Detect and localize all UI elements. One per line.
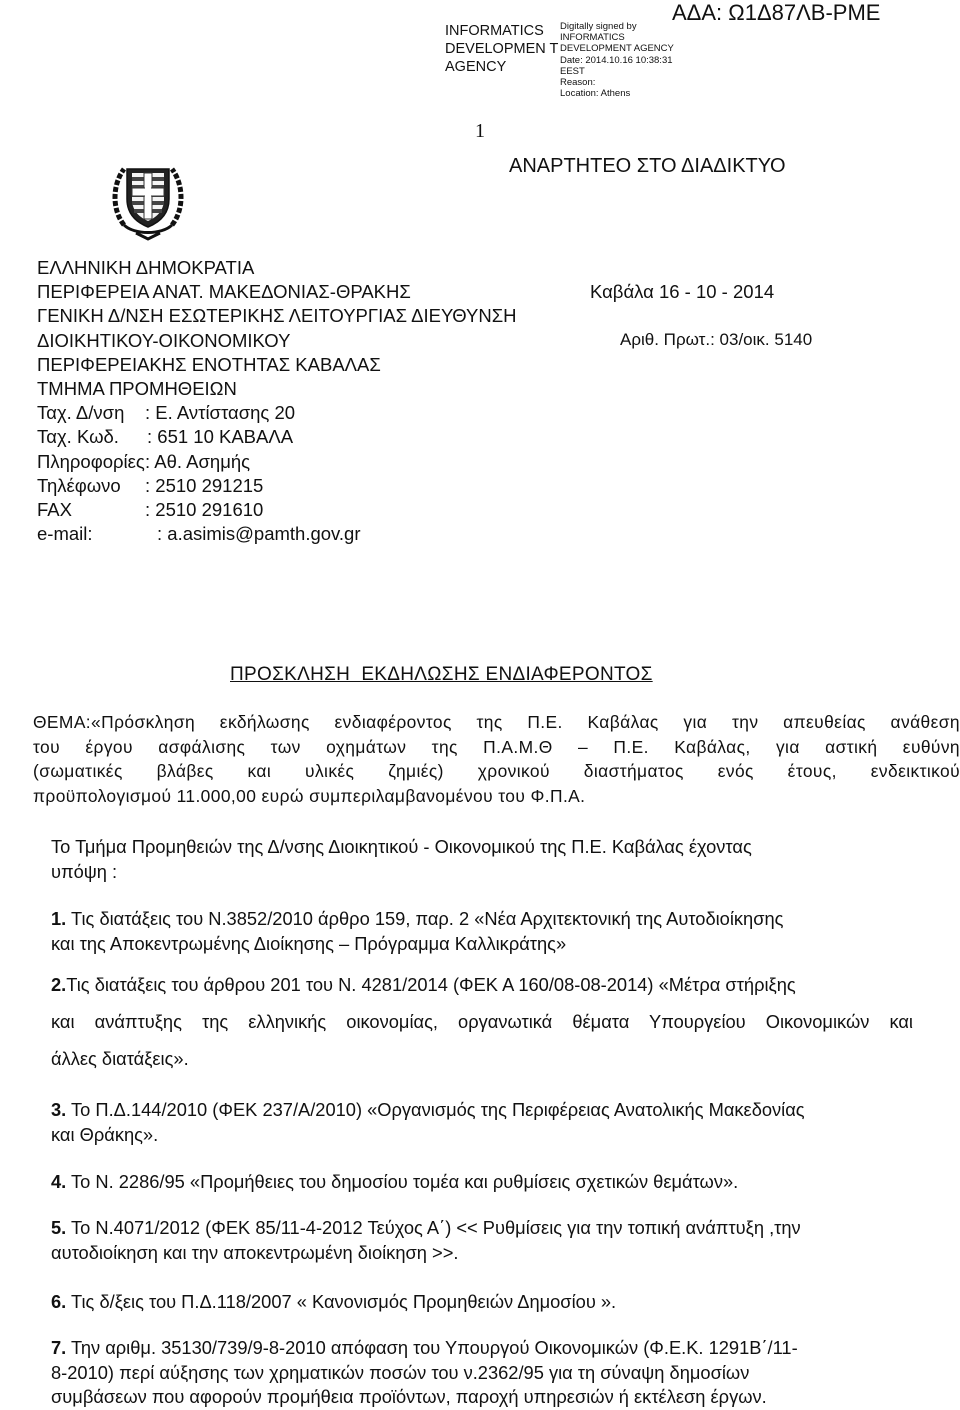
subject-line: προϋπολογισμού 11.000,00 ευρώ συμπεριλαμβανομένου του Φ.Π.Α.	[33, 785, 586, 806]
item-text: Το Ν. 2286/95 «Προμήθειες του δημοσίου τομέα και ρυθμίσεις σχετικών θεμάτων».	[66, 1171, 739, 1192]
item-number: 1.	[51, 908, 67, 929]
signature-details	[560, 21, 690, 99]
signature-organization: INFORMATICS DEVELOPMEN T AGENCY	[445, 23, 559, 75]
contact-value: : Ε. Αντίστασης 20	[145, 402, 296, 424]
list-item	[51, 966, 913, 1077]
signature-line: Reason:	[560, 77, 596, 89]
item-text: άλλες διατάξεις».	[51, 1048, 189, 1069]
item-text: συμβάσεων που αφορούν προμήθεια προϊόντων, παροχή υπηρεσιών ή εκτέλεση έργων.	[51, 1386, 767, 1407]
ada-code: ΑΔΑ: Ω1Δ87ΛΒ-ΡΜΕ	[672, 0, 881, 25]
item-number: 6.	[51, 1291, 67, 1312]
list-item	[51, 1098, 911, 1147]
contact-label: Πληροφορίες	[37, 450, 145, 472]
list-item	[51, 907, 911, 956]
item-text: Τις διατάξεις του Ν.3852/2010 άρθρο 159, παρ. 2 «Νέα Αρχιτεκτονική της Αυτοδιοίκησης	[66, 908, 784, 929]
sender-line: ΓΕΝΙΚΗ Δ/ΝΣΗ ΕΣΩΤΕΡΙΚΗΣ ΛΕΙΤΟΥΡΓΙΑΣ ΔΙΕΥΘΥΝΣΗ	[37, 305, 517, 327]
item-text: Το Ν.4071/2012 (ΦΕΚ 85/11-4-2012 Τεύχος Α΄) << Ρυθμίσεις για την τοπική ανάπτυξη ,την	[66, 1217, 801, 1238]
contact-label: FAX	[37, 499, 72, 521]
item-number: 5.	[51, 1217, 67, 1238]
list-item	[51, 1216, 911, 1265]
item-text: και Θράκης».	[51, 1123, 159, 1145]
item-text: Τις δ/ξεις του Π.Δ.118/2007 « Κανονισμός Προμηθειών Δημοσίου ».	[66, 1291, 617, 1312]
sender-line: ΠΕΡΙΦΕΡΕΙΑ ΑΝΑΤ. ΜΑΚΕΔΟΝΙΑΣ-ΘΡΑΚΗΣ	[37, 281, 411, 303]
contact-label: Τηλέφωνο	[37, 474, 121, 496]
posted-notice: ΑΝΑΡΤΗΤΕΟ ΣΤΟ ΔΙΑΔΙΚΤΥΟ	[509, 155, 786, 177]
contact-address	[37, 401, 517, 425]
item-number: 7.	[51, 1337, 67, 1358]
list-item	[51, 1170, 911, 1195]
subject-line: του έργου ασφάλισης των οχημάτων της Π.Α.Μ.Θ – Π.Ε. Καβάλας, για αστική ευθύνη	[33, 736, 960, 757]
contact-phone	[37, 474, 517, 498]
signature-line: INFORMATICS	[560, 32, 625, 44]
subject-block	[33, 710, 960, 808]
contact-fax	[37, 498, 517, 522]
signature-line: Date: 2014.10.16 10:38:31	[560, 54, 673, 66]
sender-line: ΠΕΡΙΦΕΡΕΙΑΚΗΣ ΕΝΟΤΗΤΑΣ ΚΑΒΑΛΑΣ	[37, 353, 381, 375]
signature-line: Digitally signed by	[560, 21, 637, 32]
contact-postcode	[37, 425, 517, 449]
item-text: Τις διατάξεις του άρθρου 201 του Ν. 4281/2014 (ΦΕΚ Α 160/08-08-2014) «Μέτρα στήριξης	[66, 974, 796, 995]
item-number: 2.	[51, 974, 67, 995]
intro-line: υπόψη :	[51, 860, 118, 882]
contact-value: : Αθ. Ασημής	[145, 450, 251, 472]
contact-email	[37, 522, 517, 546]
sender-line: ΤΜΗΜΑ ΠΡΟΜΗΘΕΙΩΝ	[37, 378, 237, 400]
document-title: ΠΡΟΣΚΛΗΣΗ ΕΚΔΗΛΩΣΗΣ ΕΝΔΙΑΦΕΡΟΝΤΟΣ	[230, 664, 653, 685]
contact-label: Ταχ. Δ/νση	[37, 402, 125, 424]
contact-value: : 2510 291215	[145, 474, 264, 496]
document-date: Καβάλα 16 - 10 - 2014	[590, 281, 775, 302]
item-number: 4.	[51, 1171, 67, 1192]
item-text: και της Αποκεντρωμένης Διοίκησης – Πρόγραμμα Καλλικράτης»	[51, 932, 567, 954]
item-number: 3.	[51, 1099, 67, 1120]
subject-line: ΘΕΜΑ:«Πρόσκληση εκδήλωσης ενδιαφέροντος της Π.Ε. Καβάλας για την απευθείας ανάθεση	[33, 712, 960, 732]
page-number: 1	[475, 120, 485, 142]
intro-line: Το Τμήμα Προμηθειών της Δ/νσης Διοικητικού - Οικονομικού της Π.Ε. Καβάλας έχοντας	[51, 836, 752, 857]
item-text: 8-2010) περί αύξησης των χρηματικών ποσών του ν.2362/95 για τη σύναψη δημοσίων	[51, 1361, 750, 1383]
item-text: και ανάπτυξης της ελληνικής οικονομίας, οργανωτικά θέματα Υπουργείου Οικονομικών και	[51, 1011, 913, 1032]
greek-emblem-icon	[110, 155, 186, 248]
contact-label: e-mail:	[37, 523, 93, 545]
intro-paragraph	[51, 835, 911, 884]
subject-line: (σωματικές βλάβες και υλικές ζημιές) χρονικού διαστήματος ενός έτους, ενδεικτικού	[33, 761, 960, 781]
protocol-number: Αριθ. Πρωτ.: 03/οικ. 5140	[620, 330, 813, 349]
item-text: αυτοδιοίκηση και την αποκεντρωμένη διοίκηση >>.	[51, 1241, 459, 1263]
contact-value: : 2510 291610	[145, 499, 264, 521]
contact-label: Ταχ. Κωδ.	[37, 426, 119, 448]
list-item	[51, 1336, 911, 1410]
item-text: Την αριθμ. 35130/739/9-8-2010 απόφαση του Υπουργού Οικονομικών (Φ.Ε.Κ. 1291Β΄/11-	[66, 1337, 798, 1358]
list-item	[51, 1290, 911, 1315]
contact-info	[37, 450, 517, 474]
item-text: Το Π.Δ.144/2010 (ΦΕΚ 237/Α/2010) «Οργανισμός της Περιφέρειας Ανατολικής Μακεδονίας	[66, 1099, 805, 1120]
sender-line: ΔΙΟΙΚΗΤΙΚΟΥ-ΟΙΚΟΝΟΜΙΚΟΥ	[37, 329, 291, 351]
signature-line: DEVELOPMENT AGENCY	[560, 43, 674, 55]
sender-block	[37, 256, 517, 546]
contact-value: : 651 10 ΚΑΒΑΛΑ	[147, 426, 294, 448]
signature-line: Location: Athens	[560, 88, 631, 100]
signature-line: EEST	[560, 65, 585, 77]
contact-email-link[interactable]: : a.asimis@pamth.gov.gr	[157, 523, 361, 545]
sender-line: ΕΛΛΗΝΙΚΗ ΔΗΜΟΚΡΑΤΙΑ	[37, 257, 255, 278]
